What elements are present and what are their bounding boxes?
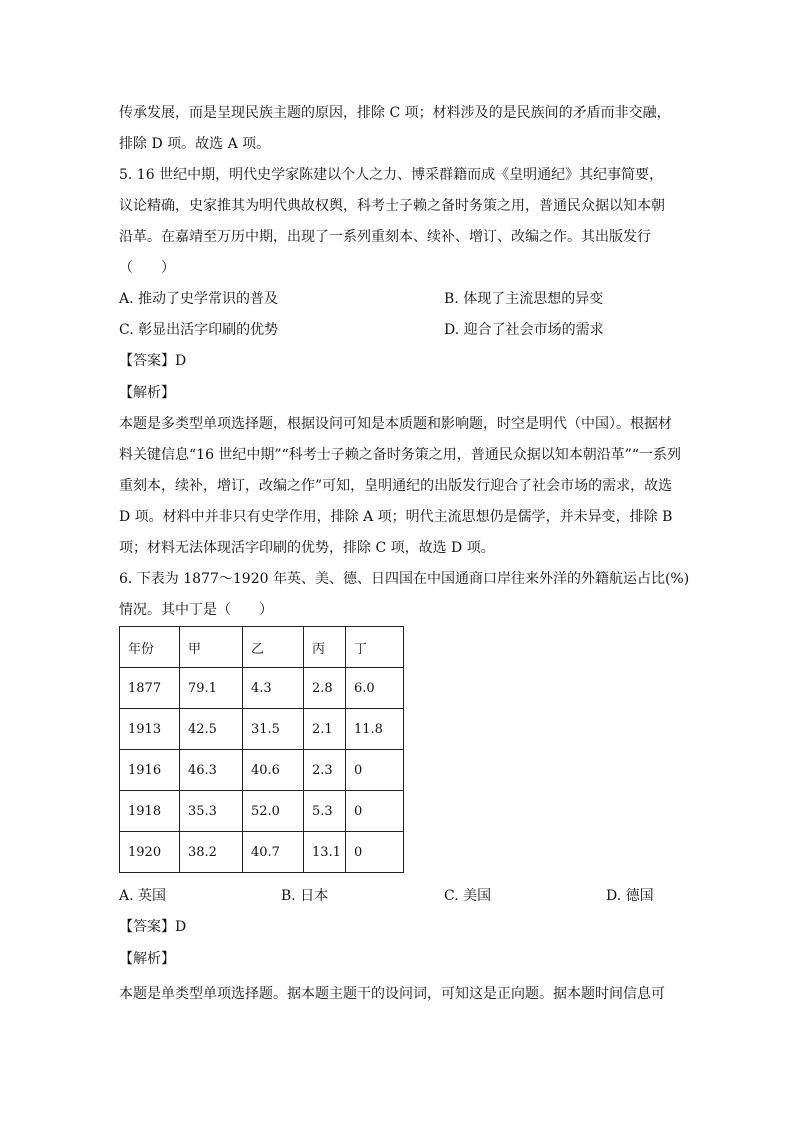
analysis-line: 本题是多类型单项选择题，根据设问可知是本质题和影响题，时空是明代（中国）。根据材 (119, 416, 672, 432)
table-cell: 0 (346, 832, 404, 873)
table-cell: 1913 (120, 709, 180, 750)
header-cell: 丁 (346, 627, 404, 668)
table-cell: 40.6 (243, 750, 304, 791)
table-cell: 2.1 (304, 709, 346, 750)
question-stem-line: 议论精确，史家推其为明代典故权舆，科考士子赖之备时务策之用，普通民众据以知本朝 (119, 198, 665, 214)
analysis-heading: 【解析】 (119, 951, 175, 967)
table-cell: 46.3 (180, 750, 243, 791)
table-cell: 11.8 (346, 709, 404, 750)
text-line: 排除 D 项。故选 A 项。 (119, 136, 271, 152)
header-cell: 甲 (180, 627, 243, 668)
answer-line: 【答案】D (119, 353, 187, 369)
table-cell: 2.3 (304, 750, 346, 791)
option-a: A. 英国 (119, 888, 167, 904)
header-cell: 丙 (304, 627, 346, 668)
text-line: 传承发展，而是呈现民族主题的原因，排除 C 项；材料涉及的是民族间的矛盾而非交融， (119, 105, 671, 121)
question-stem-line: 5. 16 世纪中期，明代史学家陈建以个人之力、博采群籍而成《皇明通纪》其纪事简要， (119, 167, 664, 183)
table-cell: 52.0 (243, 791, 304, 832)
answer-line: 【答案】D (119, 919, 187, 935)
option-b: B. 体现了主流思想的异变 (444, 291, 604, 307)
table-cell: 2.8 (304, 668, 346, 709)
table-cell: 1916 (120, 750, 180, 791)
table-cell: 40.7 (243, 832, 304, 873)
analysis-line: 本题是单类型单项选择题。据本题主题干的设问词，可知这是正向题。据本题时间信息可 (119, 986, 665, 1002)
option-c: C. 美国 (444, 888, 492, 904)
table-header-row (120, 627, 404, 668)
table-cell: 1877 (120, 668, 180, 709)
option-d: D. 德国 (606, 888, 654, 904)
option-c: C. 彰显出活字印刷的优势 (119, 322, 279, 338)
table-row (120, 668, 404, 709)
table-row (120, 791, 404, 832)
header-cell: 年份 (120, 627, 180, 668)
header-cell: 乙 (243, 627, 304, 668)
question-stem-line: 沿革。在嘉靖至万历中期，出现了一系列重刻本、续补、增订、改编之作。其出版发行 (119, 229, 651, 245)
answer-blank: （ ） (119, 260, 175, 276)
analysis-line: D 项。材料中并非只有史学作用，排除 A 项；明代主流思想仍是儒学，并未异变，排除 B (119, 509, 673, 525)
table-cell: 79.1 (180, 668, 243, 709)
question-stem-line: 6. 下表为 1877～1920 年英、美、德、日四国在中国通商口岸往来外洋的外籍航运占比(%) (119, 571, 690, 587)
table-cell: 35.3 (180, 791, 243, 832)
table-cell: 13.1 (304, 832, 346, 873)
table-cell: 5.3 (304, 791, 346, 832)
table-cell: 4.3 (243, 668, 304, 709)
table-cell: 6.0 (346, 668, 404, 709)
option-b: B. 日本 (281, 888, 329, 904)
analysis-line: 料关键信息“16 世纪中期”“科考士子赖之备时务策之用，普通民众据以知本朝沿革”“一系列 (119, 447, 682, 463)
analysis-heading: 【解析】 (119, 385, 175, 401)
table-cell: 42.5 (180, 709, 243, 750)
table-row (120, 709, 404, 750)
analysis-line: 重刻本，续补，增订，改编之作”可知，皇明通纪的出版发行迎合了社会市场的需求，故选 (119, 478, 673, 494)
table-cell: 1918 (120, 791, 180, 832)
table-cell: 0 (346, 750, 404, 791)
table-cell: 38.2 (180, 832, 243, 873)
table-cell: 31.5 (243, 709, 304, 750)
table-cell: 0 (346, 791, 404, 832)
option-a: A. 推动了史学常识的普及 (119, 291, 279, 307)
analysis-line: 项；材料无法体现活字印刷的优势，排除 C 项，故选 D 项。 (119, 540, 495, 556)
table-cell: 1920 (120, 832, 180, 873)
table-row (120, 750, 404, 791)
question-stem-line: 情况。其中丁是（ ） (119, 602, 273, 618)
table-row (120, 832, 404, 873)
shipping-share-table (119, 626, 404, 873)
option-d: D. 迎合了社会市场的需求 (444, 322, 604, 338)
